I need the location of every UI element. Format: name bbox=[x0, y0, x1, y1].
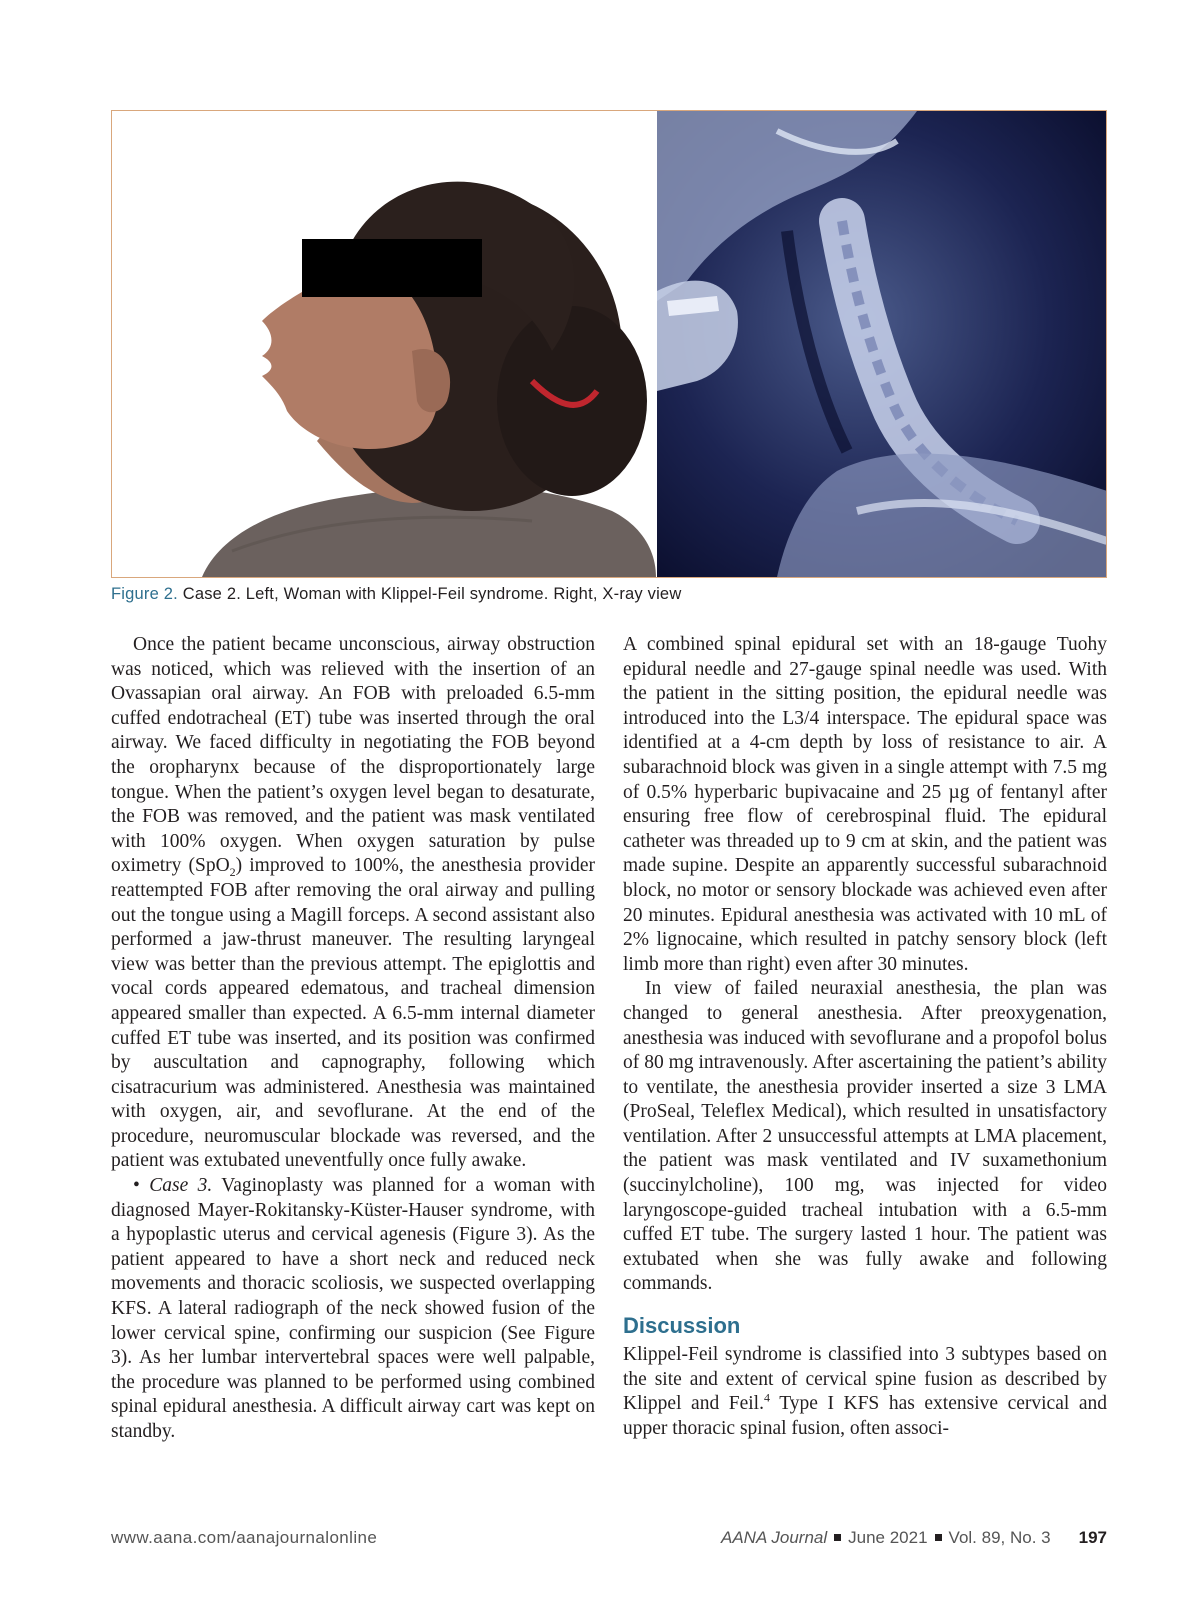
page-footer bbox=[111, 1528, 1107, 1552]
figure-caption bbox=[111, 585, 1107, 604]
case-3-label: Case 3. bbox=[149, 1175, 213, 1197]
separator-square-icon bbox=[935, 1534, 942, 1541]
paragraph-discussion: Klippel-Feil syndrome is classified into 3 subtypes based on the site and extent of cervical spine fusion as described by Klippel and Feil.$^4$ Type I KFS has extensive cervical and upper thoracic spinal fusion, often associ- bbox=[623, 1344, 1108, 1439]
journal-name: AANA Journal bbox=[720, 1528, 828, 1547]
journal-url[interactable]: www.aana.com/aanajournalonline bbox=[111, 1528, 378, 1547]
right-column bbox=[623, 633, 1107, 1441]
figure-2 bbox=[111, 110, 1107, 578]
page-number: 197 bbox=[1078, 1528, 1107, 1547]
separator-square-icon bbox=[834, 1534, 841, 1541]
figure-caption-text: Case 2. Left, Woman with Klippel-Feil syndrome. Right, X-ray view bbox=[182, 585, 682, 603]
left-column bbox=[111, 633, 595, 1445]
xray-illustration bbox=[657, 111, 1107, 577]
volume-issue: Vol. 89, No. 3 bbox=[948, 1528, 1051, 1547]
section-heading-discussion: Discussion bbox=[623, 1313, 741, 1339]
figure-label: Figure 2. bbox=[111, 585, 178, 603]
paragraph-general-anesthesia: In view of failed neuraxial anesthesia, the plan was changed to general anesthesia. After preoxygenation, anesthesia was induced with sevoflurane and a propofol bolus of 80 mg intravenously. After ascertaining the patient’s ability to ventilate, the anesthesia provider inserted a size 3 LMA (ProSeal, Teleflex Medical), which resulted in unsatisfactory ventilation. After 2 unsuccessful attempts at LMA placement, the patient was mask ventilated and IV suxamethonium (succinylcholine), 100 mg, was injected for video laryngoscope-guided tracheal intubation with a 6.5-mm cuffed ET tube. The surgery lasted 1 hour. The patient was extubated when she was fully awake and following commands. bbox=[623, 978, 1107, 1295]
issue-date: June 2021 bbox=[848, 1528, 928, 1547]
paragraph-case3: • Case 3. Vaginoplasty was planned for a woman with diagnosed Mayer-Rokitansky-Küster-Hauser syndrome, with a hypoplastic uterus and cervical agenesis (Figure 3). As the patient appeared to have a short neck and reduced neck movements and thoracic scoliosis, we suspected overlapping KFS. A lateral radiograph of the neck showed fusion of the lower cervical spine, confirming our suspicion (See Figure 3). As her lumbar intervertebral spaces were well palpable, the procedure was planned to be performed using combined spinal epidural anesthesia. A difficult airway cart was kept on standby. bbox=[111, 1175, 596, 1442]
paragraph-case2-continued: Once the patient became unconscious, airway obstruction was noticed, which was relieved with the insertion of an Ovassapian oral airway. An FOB with preloaded 6.5-mm cuffed endotracheal (ET) tube was inserted through the oral airway. We faced difficulty in negotiating the FOB beyond the oropharynx because of the disproportionately large tongue. When the patient’s oxygen level began to desaturate, the FOB was removed, and the patient was mask ventilated with 100% oxygen. When oxygen saturation by pulse oximetry (SpO$_2$) improved to 100%, the anesthesia provider reattempted FOB after removing the oral airway and pulling out the tongue using a Magill forceps. A second assistant also performed a jaw-thrust maneuver. The resulting laryngeal view was better than the previous attempt. The epiglottis and vocal cords appeared edematous, and tracheal dimension appeared smaller than expected. A 6.5-mm internal diameter cuffed ET tube was inserted, and its position was confirmed by auscultation and capnography, following which cisatracurium was administered. Anesthesia was maintained with oxygen, air, and sevoflurane. At the end of the procedure, neuromuscular blockade was reversed, and the patient was extubated uneventfully once fully awake. bbox=[111, 634, 596, 1172]
patient-photo bbox=[112, 111, 656, 577]
paragraph-epidural: A combined spinal epidural set with an 18-gauge Tuohy epidural needle and 27-gauge spinal needle was used. With the patient in the sitting position, the epidural needle was introduced into the L3/4 interspace. The epidural space was identified at a 4-cm depth by loss of resistance to air. A subarachnoid block was given in a single attempt with 7.5 mg of 0.5% hyperbaric bupivacaine and 25 µg of fentanyl after ensuring free flow of cerebrospinal fluid. The epidural catheter was threaded up to 9 cm at skin, and the patient was made supine. Despite an apparently successful subarachnoid block, no motor or sensory blockade was achieved even after 20 minutes. Epidural anesthesia was activated with 10 mL of 2% lignocaine, which resulted in patchy sensory block (left limb more than right) even after 30 minutes. bbox=[623, 634, 1107, 975]
xray-image bbox=[657, 111, 1107, 577]
journal-info bbox=[721, 1528, 1107, 1548]
patient-photo-illustration bbox=[112, 111, 656, 577]
